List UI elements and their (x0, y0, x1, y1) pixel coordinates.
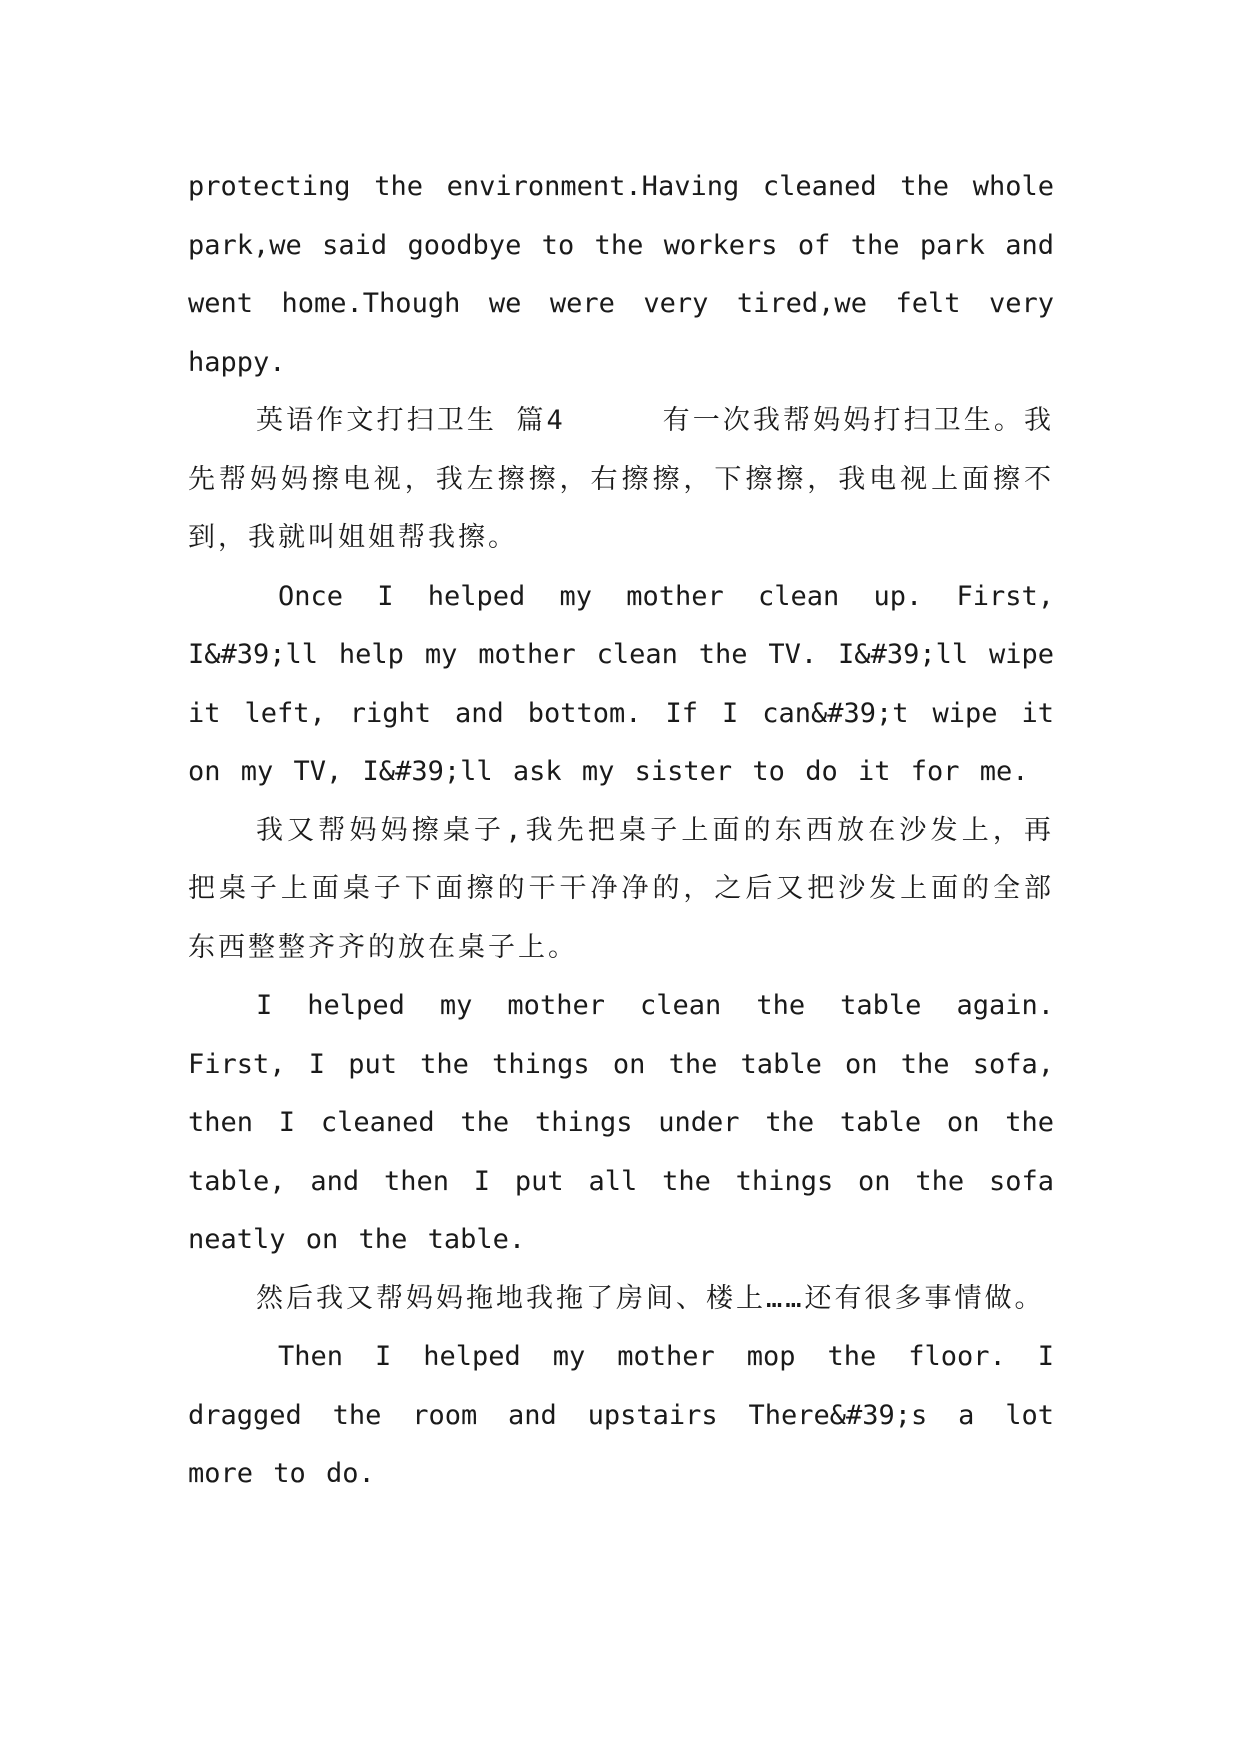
paragraph-zh-1 (188, 392, 1054, 568)
paragraph-zh-2: 我又帮妈妈擦桌子,我先把桌子上面的东西放在沙发上，再把桌子上面桌子下面擦的干干净净的，之后又把沙发上面的全部东西整整齐齐的放在桌子上。 (188, 814, 1054, 963)
paragraph-zh-1-body: 有一次我帮妈妈打扫卫生。我先帮妈妈擦电视，我左擦擦，右擦擦，下擦擦，我电视上面擦不到，我就叫姐姐帮我擦。 (188, 405, 1055, 553)
paragraph-zh-3: 然后我又帮妈妈拖地我拖了房间、楼上……还有很多事情做。 (256, 1282, 1045, 1314)
paragraph-en-1: protecting the environment.Having cleaned the whole park,we said goodbye to the workers of the park and went home.Though we were very tired,we felt very happy. (188, 171, 1054, 378)
paragraph-en-4: Then I helped my mother mop the floor. I dragged the room and upstairs There&#39;s a lot more to do. (188, 1341, 1054, 1489)
paragraph-en-2: Once I helped my mother clean up. First, I&#39;ll help my mother clean the TV. I&#39;ll wipe it left, right and bottom. If I can&#39;t wipe it on my TV, I&#39;ll ask my sister to do it for me. (188, 580, 1054, 787)
document-page (188, 158, 1054, 1504)
section-heading: 英语作文打扫卫生 篇4 (256, 405, 566, 436)
paragraph-en-3: I helped my mother clean the table again. First, I put the things on the table on the sofa, then I cleaned the things under the table on the table, and then I put all the things on the sofa neatly on the table. (188, 990, 1054, 1255)
